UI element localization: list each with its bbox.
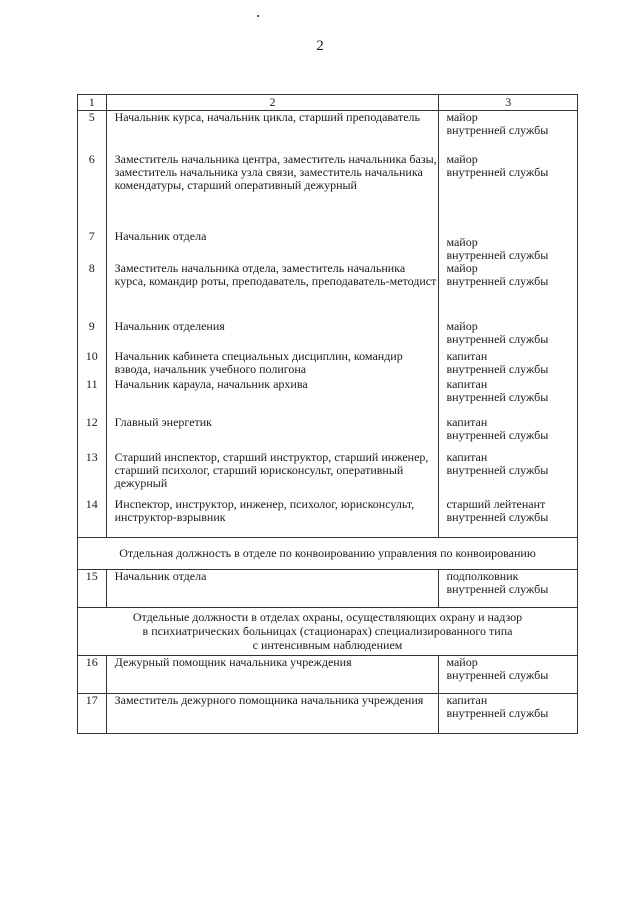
table-row (78, 498, 578, 538)
row-number: 7 (78, 230, 107, 262)
rank-cell (439, 262, 578, 320)
rank-title: капитан (446, 348, 488, 363)
header-col-3: 3 (439, 95, 578, 111)
rank-service: внутренней службы (446, 509, 549, 524)
scan-speck (257, 15, 259, 17)
row-number: 10 (78, 350, 107, 378)
row-number: 11 (78, 378, 107, 416)
section-heading-row (78, 608, 578, 656)
table-row (78, 656, 578, 694)
row-number: 12 (78, 416, 107, 451)
row-number: 17 (78, 694, 107, 734)
row-number: 9 (78, 320, 107, 350)
row-number: 6 (78, 153, 107, 230)
rank-title: майор (446, 655, 478, 669)
row-number: 13 (78, 451, 107, 498)
row-number: 5 (78, 111, 107, 153)
row-number: 8 (78, 262, 107, 320)
rank-service: внутренней службы (446, 389, 549, 404)
position-title: Дежурный помощник начальника учреждения (106, 656, 439, 694)
header-col-1: 1 (78, 95, 107, 111)
rank-service: внутренней службы (446, 247, 549, 262)
header-col-2: 2 (106, 95, 439, 111)
row-number: 16 (78, 656, 107, 694)
rank-service: внутренней службы (446, 273, 549, 288)
table-header-row (78, 95, 578, 111)
row-number: 14 (78, 498, 107, 538)
rank-cell (439, 230, 578, 262)
table-row (78, 262, 578, 320)
table-row (78, 230, 578, 262)
rank-title: капитан (446, 449, 488, 464)
section-title-line: в психиатрических больницах (стационарах) специализированного типа (142, 624, 513, 638)
table-row (78, 570, 578, 608)
position-title: Инспектор, инструктор, инженер, психолог, юрисконсульт, инструктор-взрывник (106, 498, 439, 538)
row-number: 15 (78, 570, 107, 608)
position-title: Начальник отдела (106, 570, 439, 608)
rank-service: внутренней службы (446, 668, 549, 682)
rank-title: подполковник (446, 569, 519, 583)
position-title: Начальник караула, начальник архива (106, 378, 439, 416)
rank-cell (439, 498, 578, 538)
position-title: Начальник отделения (106, 320, 439, 350)
page-number: 2 (316, 38, 324, 54)
rank-service: внутренней службы (446, 706, 549, 720)
rank-service: внутренней службы (446, 361, 549, 376)
rank-service: внутренней службы (446, 462, 549, 477)
rank-service: внутренней службы (446, 427, 549, 442)
position-title: Заместитель начальника центра, заместитель начальника базы, заместитель начальника узла связи, заместитель начальника комендатуры, старший оперативный дежурный (106, 153, 439, 230)
rank-cell (439, 656, 578, 694)
section-title-line: с интенсивным наблюдением (252, 638, 403, 652)
positions-table (77, 94, 578, 734)
rank-title: майор (446, 151, 478, 166)
table-row (78, 350, 578, 378)
rank-service: внутренней службы (446, 123, 549, 137)
rank-cell (439, 416, 578, 451)
rank-cell (439, 570, 578, 608)
table-row (78, 416, 578, 451)
table-row (78, 451, 578, 498)
rank-cell (439, 378, 578, 416)
table-row (78, 153, 578, 230)
section-title (78, 608, 578, 656)
rank-cell (439, 320, 578, 350)
rank-title: майор (446, 234, 478, 249)
rank-title: капитан (446, 376, 488, 391)
table-row (78, 111, 578, 153)
rank-title: капитан (446, 414, 488, 429)
rank-service: внутренней службы (446, 582, 549, 596)
rank-title: капитан (446, 693, 488, 707)
rank-cell (439, 350, 578, 378)
position-title: Начальник кабинета специальных дисциплин, командир взвода, начальник учебного полигона (106, 350, 439, 378)
position-title: Заместитель дежурного помощника начальника учреждения (106, 694, 439, 734)
section-heading-row (78, 538, 578, 570)
table-row (78, 694, 578, 734)
rank-title: майор (446, 110, 478, 124)
position-title: Старший инспектор, старший инструктор, старший инженер, старший психолог, старший юрисконсульт, оперативный дежурный (106, 451, 439, 498)
section-title: Отдельная должность в отделе по конвоированию управления по конвоированию (78, 538, 578, 570)
table-row (78, 320, 578, 350)
rank-cell (439, 451, 578, 498)
rank-title: майор (446, 260, 478, 275)
section-title-line: Отдельные должности в отделах охраны, осуществляющих охрану и надзор (132, 610, 523, 624)
rank-cell (439, 153, 578, 230)
position-title: Начальник курса, начальник цикла, старший преподаватель (106, 111, 439, 153)
position-title: Начальник отдела (106, 230, 439, 262)
table-row (78, 378, 578, 416)
rank-title: майор (446, 318, 478, 333)
rank-cell (439, 111, 578, 153)
rank-title: старший лейтенант (446, 496, 546, 511)
position-title: Заместитель начальника отдела, заместитель начальника курса, командир роты, преподаватель, преподаватель-методист (106, 262, 439, 320)
rank-service: внутренней службы (446, 164, 549, 179)
rank-cell (439, 694, 578, 734)
position-title: Главный энергетик (106, 416, 439, 451)
rank-service: внутренней службы (446, 331, 549, 346)
